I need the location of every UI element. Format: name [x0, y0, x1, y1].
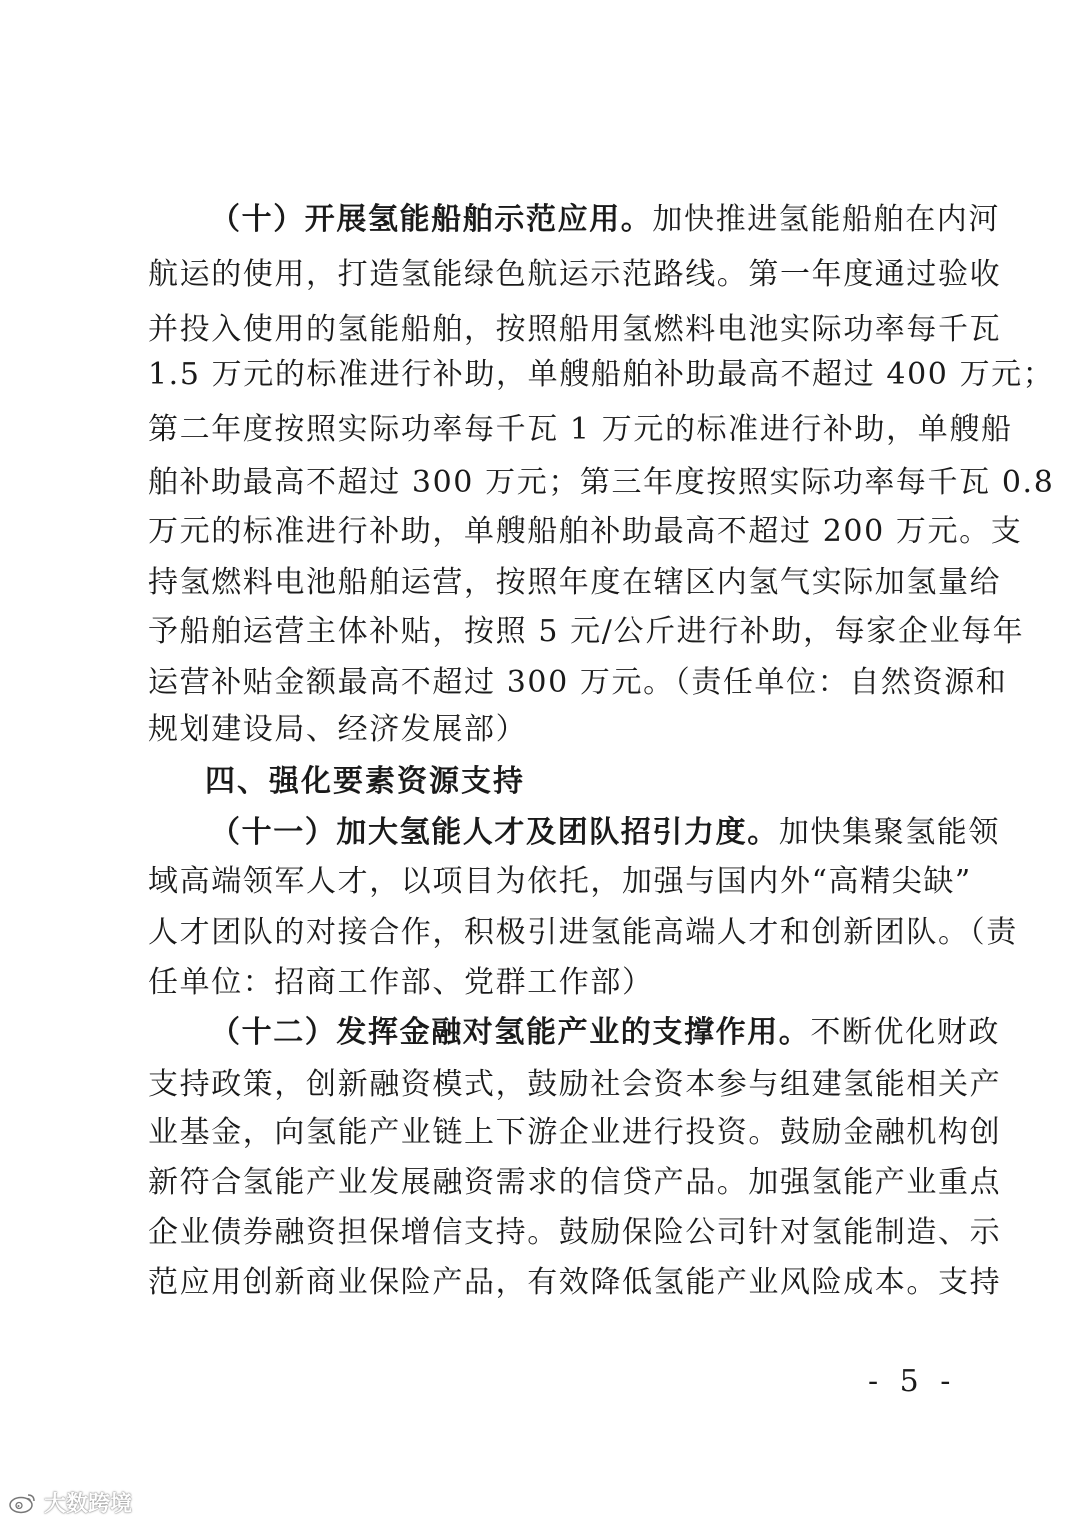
- paragraph-12-line-3: 业基金，向氢能产业链上下游企业进行投资。鼓励金融机构创: [148, 1115, 1002, 1150]
- paragraph-12-line-2: 支持政策，创新融资模式，鼓励社会资本参与组建氢能相关产: [148, 1067, 1002, 1102]
- paragraph-12-line-4: 新符合氢能产业发展融资需求的信贷产品。加强氢能产业重点: [148, 1165, 1002, 1200]
- paragraph-11-line-1: （十一）加大氢能人才及团队招引力度。加快集聚氢能领: [210, 815, 1001, 850]
- paragraph-12-line-5: 企业债券融资担保增信支持。鼓励保险公司针对氢能制造、示: [148, 1215, 1002, 1250]
- paragraph-10-line-2: 航运的使用，打造氢能绿色航运示范路线。第一年度通过验收: [148, 257, 1002, 292]
- section-heading: 四、强化要素资源支持: [205, 764, 525, 799]
- watermark-text: 大数跨境: [44, 1491, 133, 1517]
- paragraph-10-line-11: 规划建设局、经济发展部）: [148, 712, 528, 747]
- paragraph-12-line-1: （十二）发挥金融对氢能产业的支撑作用。不断优化财政: [210, 1015, 1001, 1050]
- paragraph-10-line-8: 持氢燃料电池船舶运营，按照年度在辖区内氢气实际加氢量给: [148, 565, 1002, 600]
- paragraph-10-heading: （十）开展氢能船舶示范应用。: [210, 202, 653, 237]
- paragraph-10-line-10: 运营补贴金额最高不超过 300 万元。（责任单位：自然资源和: [148, 665, 1008, 700]
- paragraph-11-line-4: 任单位：招商工作部、党群工作部）: [148, 965, 654, 1000]
- paragraph-11-heading: （十一）加大氢能人才及团队招引力度。: [210, 815, 779, 850]
- paragraph-10-line-5: 第二年度按照实际功率每千瓦 1 万元的标准进行补助，单艘船: [148, 412, 1013, 447]
- paragraph-10-line-9: 予船舶运营主体补贴，按照 5 元/公斤进行补助，每家企业每年: [148, 614, 1025, 649]
- paragraph-12-heading: （十二）发挥金融对氢能产业的支撑作用。: [210, 1015, 811, 1050]
- page-number: - 5 -: [868, 1364, 957, 1399]
- weibo-logo-icon: [8, 1490, 38, 1514]
- watermark: [8, 1488, 132, 1516]
- paragraph-10-line-1: （十）开展氢能船舶示范应用。加快推进氢能船舶在内河: [210, 202, 1001, 237]
- paragraph-12-line-6: 范应用创新商业保险产品，有效降低氢能产业风险成本。支持: [148, 1265, 1002, 1300]
- paragraph-11-line-3: 人才团队的对接合作，积极引进氢能高端人才和创新团队。（责: [148, 915, 1018, 950]
- paragraph-11-line-2: 域高端领军人才，以项目为依托，加强与国内外“高精尖缺”: [148, 864, 972, 899]
- paragraph-10-line-4: 1.5 万元的标准进行补助，单艘船舶补助最高不超过 400 万元；: [148, 357, 1055, 392]
- paragraph-10-line-6: 舶补助最高不超过 300 万元；第三年度按照实际功率每千瓦 0.8: [148, 465, 1055, 500]
- paragraph-10-line-7: 万元的标准进行补助，单艘船舶补助最高不超过 200 万元。支: [148, 514, 1023, 549]
- paragraph-10-line-3: 并投入使用的氢能船舶，按照船用氢燃料电池实际功率每千瓦: [148, 312, 1002, 347]
